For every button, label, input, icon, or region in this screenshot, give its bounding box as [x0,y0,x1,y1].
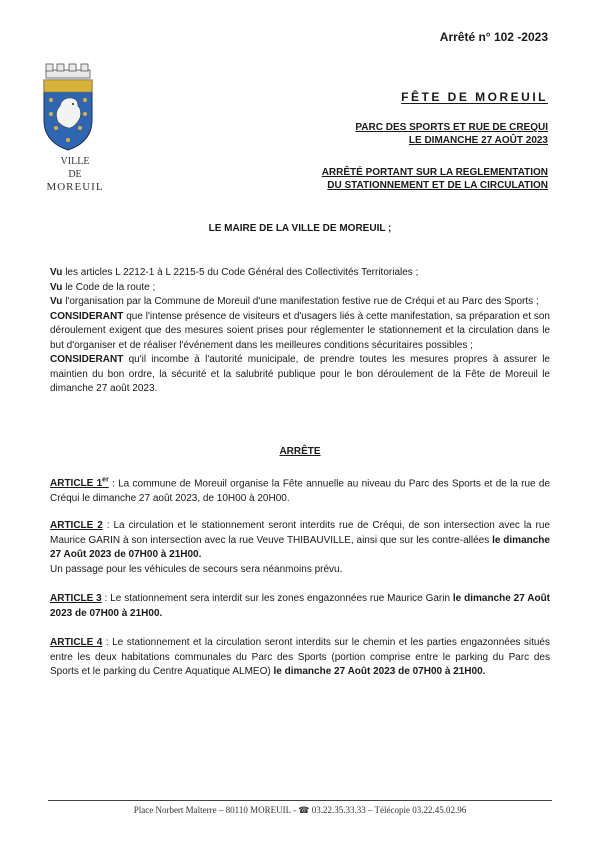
article-4-sep: : [102,637,113,648]
article-3-date: le dimanche 27 Août 2023 de 07H00 à 21H00. [50,593,551,619]
article-1-text: La commune de Moreuil organise la Fête annuelle au niveau du Parc des Sports et de la rue de Créqui le dimanche 27 août 2023, de 10H00 à 20H00. [50,478,551,504]
article-2-text: La circulation et le stationnement seront interdits rue de Créqui, de son intersection avec la rue Maurice GARIN à son intersection avec la rue Veuve THIBAUVILLE, ainsi que sur les contre-allées [50,520,551,546]
article-2-sep: : [102,520,114,531]
consideration-keyword: CONSIDERANT [50,310,124,322]
location-block [355,121,548,147]
consideration-keyword: Vu [50,267,63,278]
arrete-heading: ARRÊTE [279,446,321,457]
consideration-text: l'organisation par la Commune de Moreuil d'une manifestation festive rue de Créqui et au Parc des Sports ; [62,296,539,307]
telephone-icon: ☎ [298,805,310,815]
article-4-label: ARTICLE 4 [50,637,103,648]
consideration-item [50,310,550,354]
consideration-text: que l'intense présence de visiteurs et d'usagers liés à cette manifestation, sa préparation et son déroulement exigent que des mesures soient prises pour réglementer le stationnement et la circulation dans le but d'organiser et de réaliser l'événement dans les meilleures conditions sécuritaires possibles ; [50,310,550,351]
ville-de-moreuil [36,155,114,194]
consideration-keyword: Vu [50,296,63,307]
subject-block [322,166,548,192]
location-line-2: LE DIMANCHE 27 AOÛT 2023 [408,135,548,146]
article-2-extra: Un passage pour les véhicules de secours sera néanmoins prévu. [50,563,343,575]
location-line-1: PARC DES SPORTS ET RUE DE CREQUI [355,122,548,133]
consideration-text: les articles L 2212-1 à L 2215-5 du Code Général des Collectivités Territoriales ; [62,267,419,278]
document-title: FÊTE DE MOREUIL [401,90,548,104]
moreuil-coat-of-arms-icon [40,62,96,152]
article-4-text: Le stationnement et la circulation seront interdits sur le chemin et les parties engazonnées situés entre les deux habitations communales du Parc des Sports (portion comprise entre le parking du Parc des Sports et le parking du Centre Aquatique ALMEO) [50,637,550,677]
consideration-item [50,281,550,296]
de-label: DE [68,169,82,180]
article-3-sep: : [101,593,111,604]
footer-address: Place Norbert Malterre – 80110 MOREUIL - [133,805,299,815]
article-1 [50,474,550,506]
article-2 [50,519,550,577]
consideration-text: le Code de la route ; [62,281,156,293]
article-1-sep: : [108,478,119,490]
consideration-keyword: Vu [50,281,63,293]
consideration-text: qu'il incombe à l'autorité municipale, de prendre toutes les mesures propres à assurer le maintien du bon ordre, la sécurité et la salubrité publique pour le bon déroulement de la Fête de Moreuil le dimanche 27 août 2023. [50,354,550,394]
consideration-item [50,353,550,397]
footer-phone: 03.22.35.33.33 – Télécopie 03.22.45.02.96 [309,805,467,815]
article-2-label: ARTICLE 2 [50,520,103,531]
arrete-number: Arrêté n° 102 -2023 [439,30,548,44]
footer [0,805,600,816]
subject-line-2: DU STATIONNEMENT ET DE LA CIRCULATION [327,180,548,191]
consideration-keyword: CONSIDERANT [50,354,124,365]
moreuil-label: MOREUIL [46,181,104,193]
article-4-date: le dimanche 27 Août 2023 de 07H00 à 21H00. [273,666,486,677]
article-1-label: ARTICLE 1er [50,477,109,490]
consideration-item [50,295,550,310]
article-3 [50,592,550,621]
considerations [50,266,550,397]
article-4 [50,636,550,680]
maire-heading: LE MAIRE DE LA VILLE DE MOREUIL ; [208,223,392,234]
article-3-label: ARTICLE 3 [50,593,102,604]
article-3-text: Le stationnement sera interdit sur les zones engazonnées rue Maurice Garin [110,593,453,604]
consideration-item [50,266,550,281]
footer-divider [48,800,552,801]
subject-line-1: ARRÊTÉ PORTANT SUR LA REGLEMENTATION [321,167,548,178]
ville-label: VILLE [60,156,90,167]
article-2-date: le dimanche 27 Août 2023 de 07H00 à 21H00. [50,534,550,560]
